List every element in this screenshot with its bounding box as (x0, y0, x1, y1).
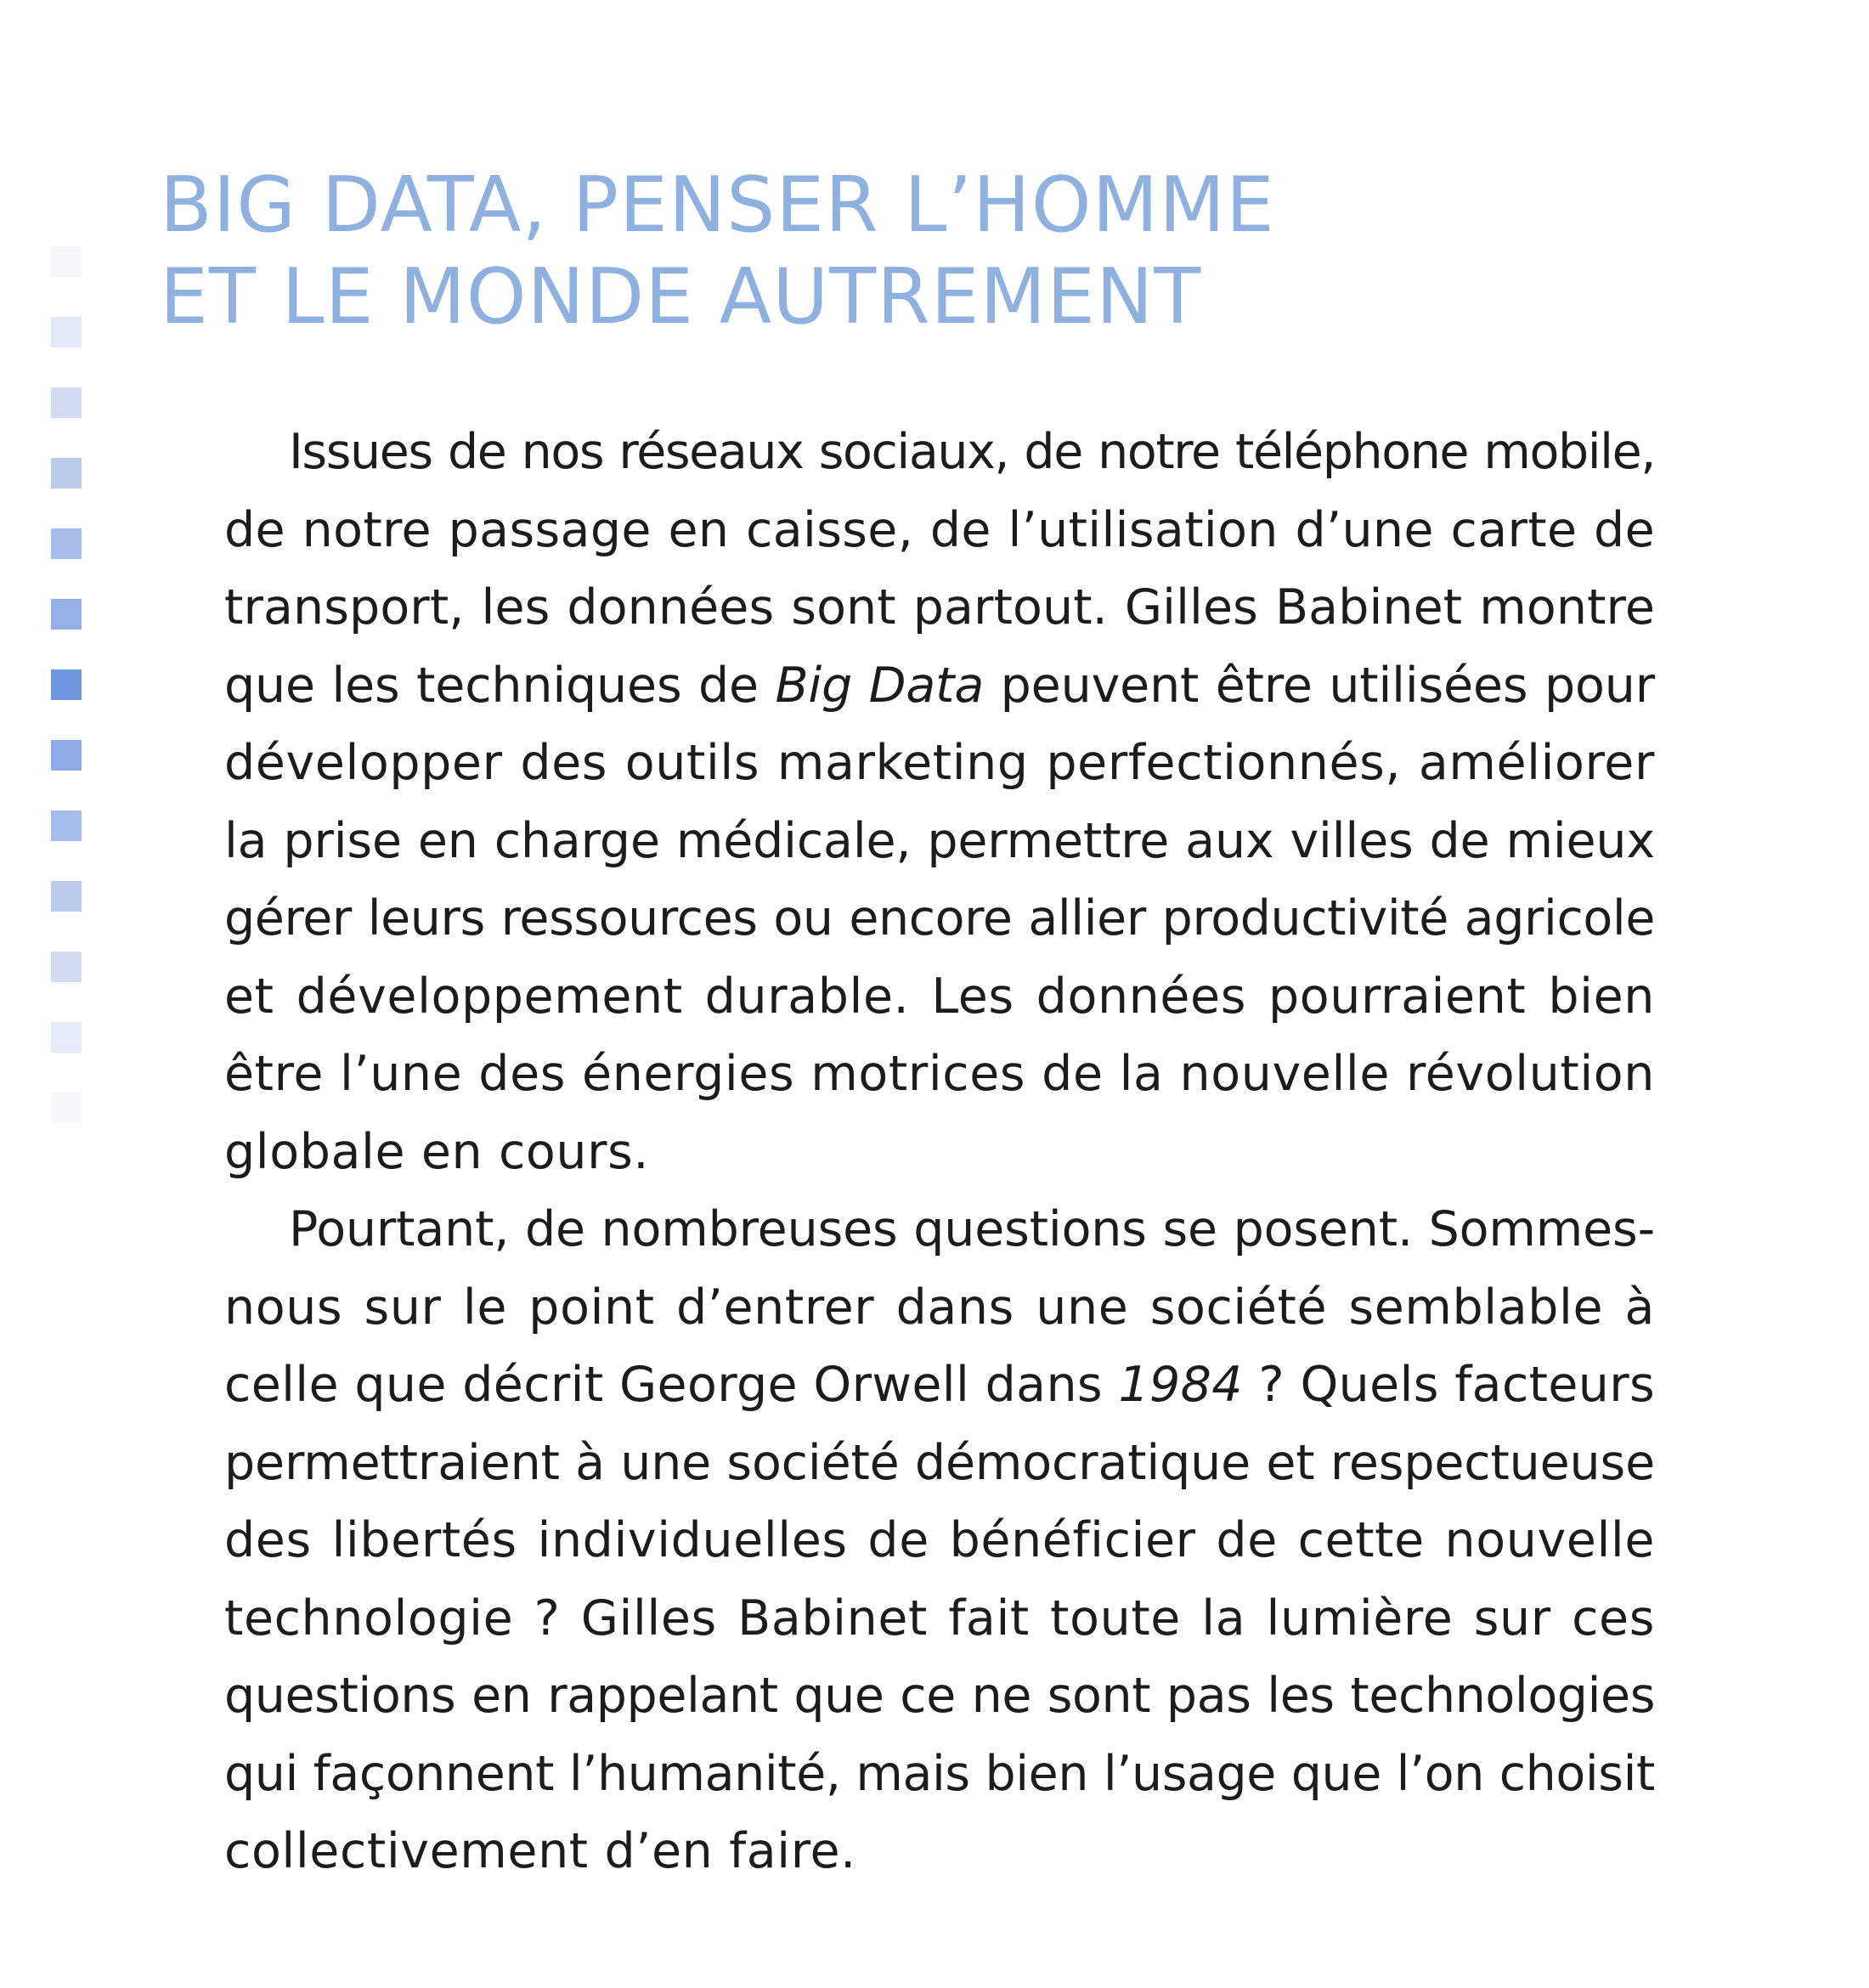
decorative-square (51, 1022, 82, 1053)
italic-title-1984: 1984 (1118, 1357, 1243, 1413)
decorative-square (51, 669, 82, 700)
text-line: permettraient à une société démocratique et respectueuse (224, 1434, 1655, 1491)
text-line: globale en cours. (224, 1123, 650, 1180)
text-line: nous sur le point d’entrer dans une société semblable à (224, 1279, 1655, 1336)
text-line: transport, les données sont partout. Gilles Babinet montre (224, 579, 1655, 635)
decorative-square (51, 952, 82, 982)
text-line: Pourtant, de nombreuses questions se posent. Sommes- (289, 1201, 1655, 1257)
text-line: qui façonnent l’humanité, mais bien l’usage que l’on choisit (224, 1745, 1655, 1802)
text-line: des libertés individuelles de bénéficier de cette nouvelle (224, 1512, 1655, 1568)
text-line (160, 647, 1655, 726)
text-line: technologie ? Gilles Babinet fait toute la lumière sur ces (224, 1590, 1655, 1646)
decorative-square (51, 528, 82, 559)
book-title (160, 160, 1275, 343)
decorative-square (51, 1093, 82, 1123)
text-segment: peuvent être utilisées pour (984, 657, 1655, 714)
text-line: Issues de nos réseaux sociaux, de notre téléphone mobile, (289, 424, 1655, 480)
decorative-square (51, 317, 82, 347)
blurb-paragraph-1 (160, 414, 1655, 1191)
text-line: et développement durable. Les données pourraient bien (224, 968, 1655, 1025)
text-line: de notre passage en caisse, de l’utilisation d’une carte de (224, 501, 1655, 558)
decorative-square (51, 458, 82, 489)
text-line: la prise en charge médicale, permettre aux villes de mieux (224, 812, 1655, 869)
decorative-square (51, 810, 82, 841)
text-line: collectivement d’en faire. (224, 1823, 856, 1879)
decorative-square (51, 881, 82, 912)
blurb-paragraph-2 (160, 1191, 1655, 1891)
text-line: gérer leurs ressources ou encore allier productivité agricole (224, 890, 1655, 946)
text-segment: que les techniques de (224, 657, 776, 714)
text-line: questions en rappelant que ce ne sont pas les technologies (224, 1668, 1655, 1724)
title-line-2: ET LE MONDE AUTREMENT (160, 252, 1202, 342)
title-line-1: BIG DATA, PENSER L’HOMME (160, 161, 1275, 250)
text-line: être l’une des énergies motrices de la nouvelle révolution (224, 1046, 1655, 1102)
italic-term-big-data: Big Data (775, 657, 985, 714)
text-segment: celle que décrit George Orwell dans (224, 1357, 1119, 1413)
decorative-square (51, 740, 82, 771)
text-line: développer des outils marketing perfectionnés, améliorer (224, 735, 1655, 791)
text-segment: ? Quels facteurs (1242, 1357, 1656, 1413)
blurb-text (160, 414, 1655, 1891)
text-line (160, 1347, 1655, 1425)
decorative-square (51, 246, 82, 277)
decorative-square (51, 387, 82, 418)
decorative-square-column (0, 0, 119, 1988)
decorative-square (51, 599, 82, 630)
